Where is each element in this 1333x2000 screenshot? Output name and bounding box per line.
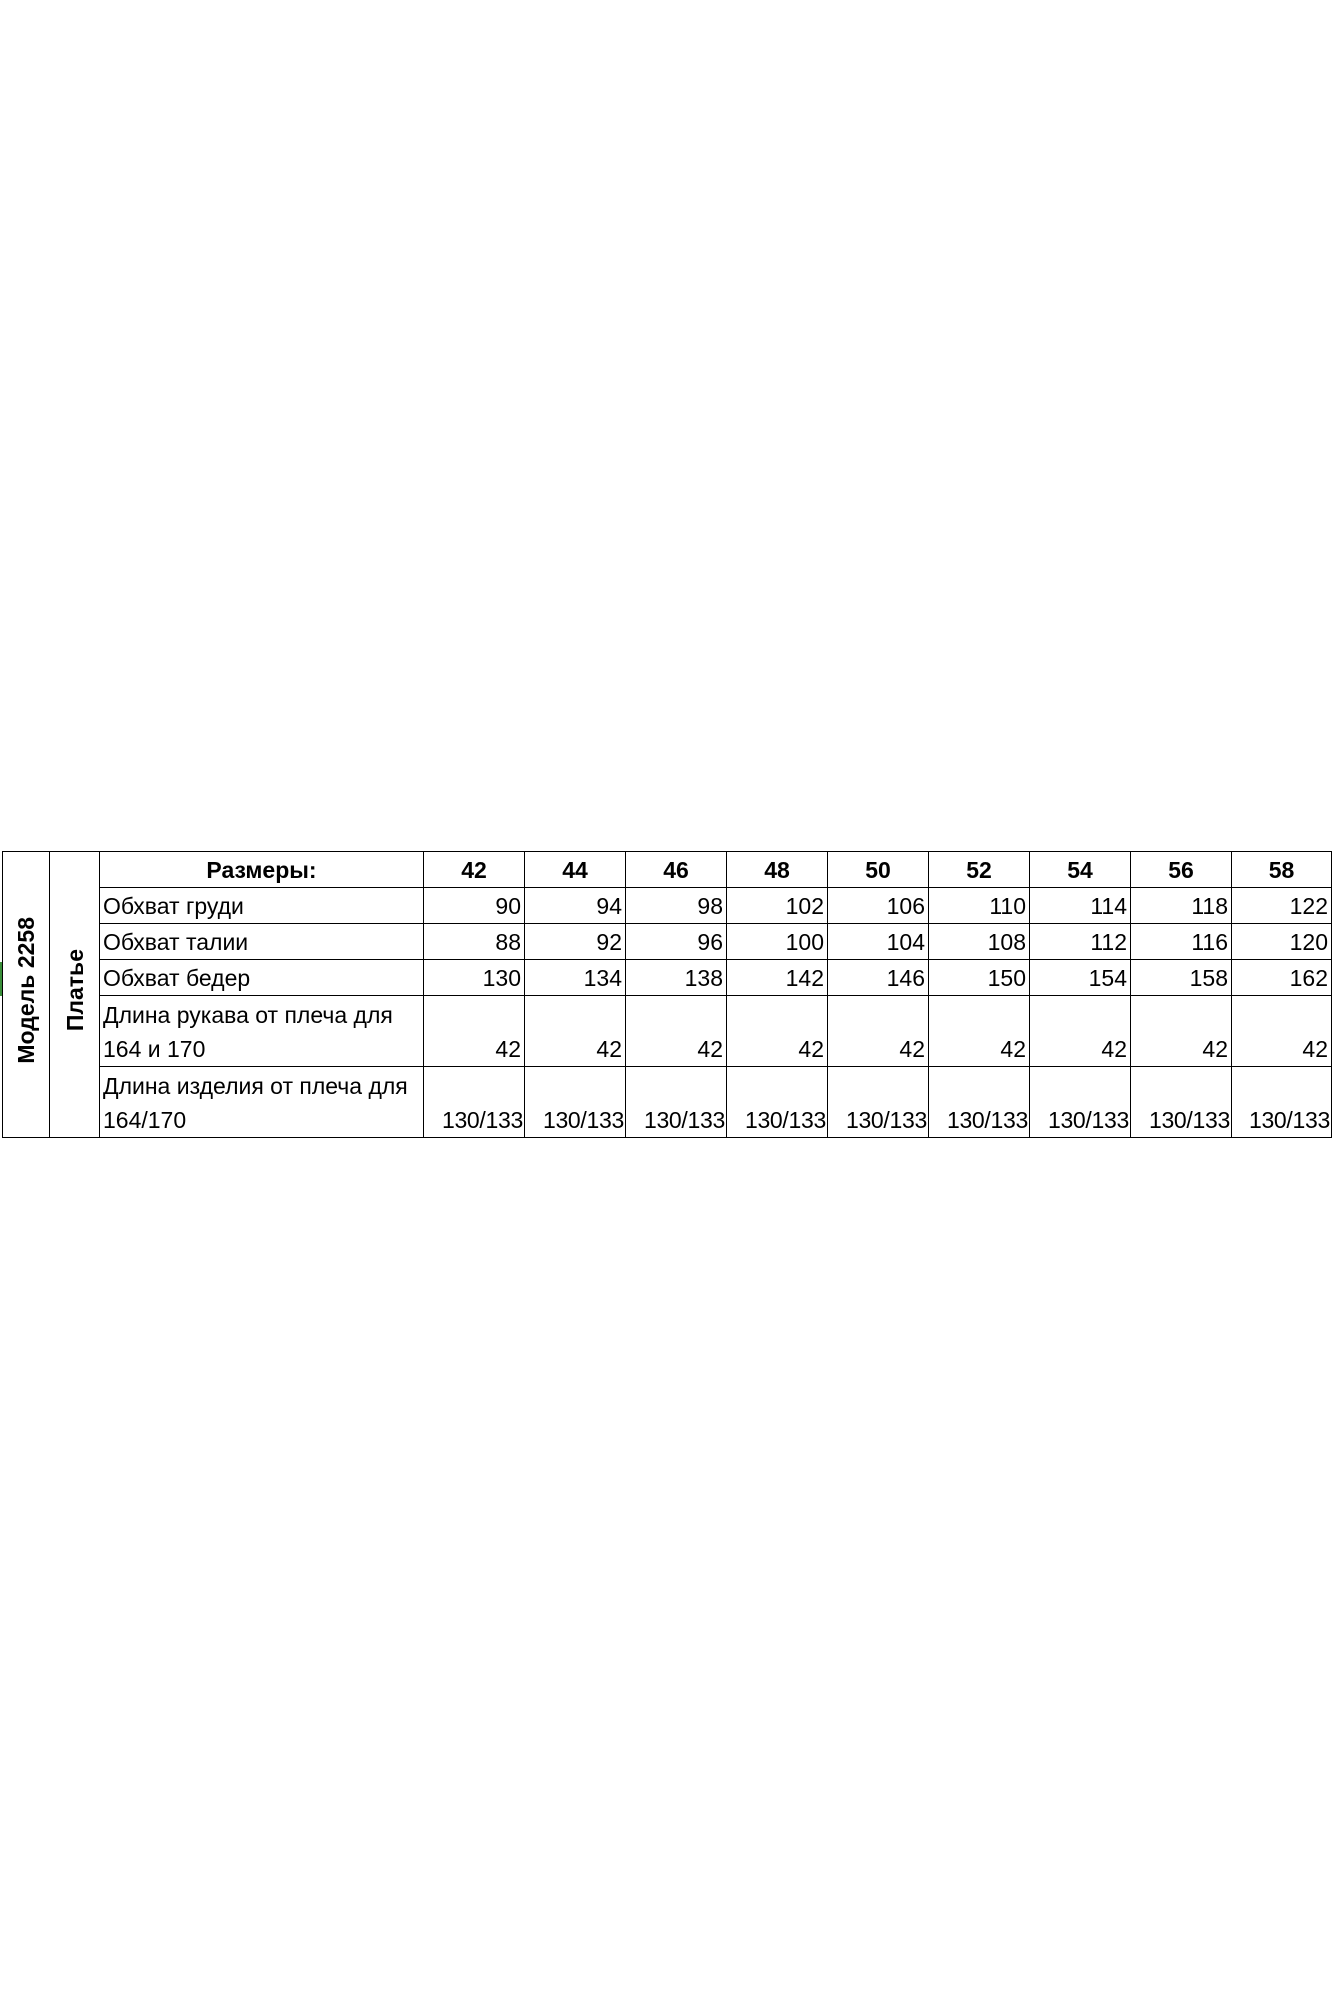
measurement-cell: 130/133 <box>424 1067 525 1138</box>
measurement-cell: 98 <box>626 888 727 924</box>
measurement-cell: 130/133 <box>1030 1067 1131 1138</box>
garment-cell <box>50 852 100 1138</box>
size-header: 54 <box>1030 852 1131 888</box>
measurement-cell: 134 <box>525 960 626 996</box>
measurement-cell: 116 <box>1131 924 1232 960</box>
measurement-cell: 96 <box>626 924 727 960</box>
table-row-hips <box>3 960 1332 996</box>
measurement-cell: 130 <box>424 960 525 996</box>
table-row-garment-length <box>3 1067 1332 1138</box>
measurement-cell: 42 <box>929 996 1030 1067</box>
measurement-cell: 118 <box>1131 888 1232 924</box>
measurement-cell: 112 <box>1030 924 1131 960</box>
measurement-cell: 42 <box>828 996 929 1067</box>
model-cell <box>3 852 50 1138</box>
size-header: 48 <box>727 852 828 888</box>
row-label: Обхват бедер <box>100 960 424 996</box>
row-label: Обхват талии <box>100 924 424 960</box>
size-chart-table <box>2 851 1332 1138</box>
size-header: 44 <box>525 852 626 888</box>
table-row-waist <box>3 924 1332 960</box>
measurement-cell: 42 <box>424 996 525 1067</box>
measurement-cell: 108 <box>929 924 1030 960</box>
measurement-cell: 42 <box>727 996 828 1067</box>
measurement-cell: 94 <box>525 888 626 924</box>
measurement-cell: 130/133 <box>929 1067 1030 1138</box>
measurement-cell: 90 <box>424 888 525 924</box>
measurement-cell: 120 <box>1232 924 1332 960</box>
size-header: 58 <box>1232 852 1332 888</box>
table-row-bust <box>3 888 1332 924</box>
measurement-cell: 162 <box>1232 960 1332 996</box>
measurement-cell: 42 <box>1131 996 1232 1067</box>
measurement-cell: 100 <box>727 924 828 960</box>
row-label: Обхват груди <box>100 888 424 924</box>
measurement-cell: 102 <box>727 888 828 924</box>
measurement-cell: 130/133 <box>727 1067 828 1138</box>
measurement-cell: 122 <box>1232 888 1332 924</box>
measurement-cell: 138 <box>626 960 727 996</box>
table-row-sleeve-length <box>3 996 1332 1067</box>
measurement-cell: 110 <box>929 888 1030 924</box>
measurement-cell: 154 <box>1030 960 1131 996</box>
size-header: 42 <box>424 852 525 888</box>
measurement-cell: 130/133 <box>828 1067 929 1138</box>
row-label: Длина изделия от плеча для 164/170 <box>100 1067 424 1138</box>
measurement-cell: 130/133 <box>1232 1067 1332 1138</box>
measurement-cell: 150 <box>929 960 1030 996</box>
measurement-cell: 88 <box>424 924 525 960</box>
measurement-cell: 146 <box>828 960 929 996</box>
size-header: 52 <box>929 852 1030 888</box>
row-label: Длина рукава от плеча для 164 и 170 <box>100 996 424 1067</box>
header-row <box>3 852 1332 888</box>
measurement-cell: 114 <box>1030 888 1131 924</box>
size-header: 50 <box>828 852 929 888</box>
measurement-cell: 130/133 <box>525 1067 626 1138</box>
garment-label: Платье <box>61 948 88 1032</box>
measurement-cell: 42 <box>1232 996 1332 1067</box>
size-header: 46 <box>626 852 727 888</box>
measurement-cell: 104 <box>828 924 929 960</box>
measurement-cell: 142 <box>727 960 828 996</box>
sizes-header-label: Размеры: <box>100 852 424 888</box>
measurement-cell: 106 <box>828 888 929 924</box>
model-label: Модель 2258 <box>13 916 39 1064</box>
measurement-cell: 42 <box>626 996 727 1067</box>
measurement-cell: 158 <box>1131 960 1232 996</box>
measurement-cell: 42 <box>525 996 626 1067</box>
measurement-cell: 130/133 <box>1131 1067 1232 1138</box>
measurement-cell: 130/133 <box>626 1067 727 1138</box>
measurement-cell: 42 <box>1030 996 1131 1067</box>
measurement-cell: 92 <box>525 924 626 960</box>
size-header: 56 <box>1131 852 1232 888</box>
